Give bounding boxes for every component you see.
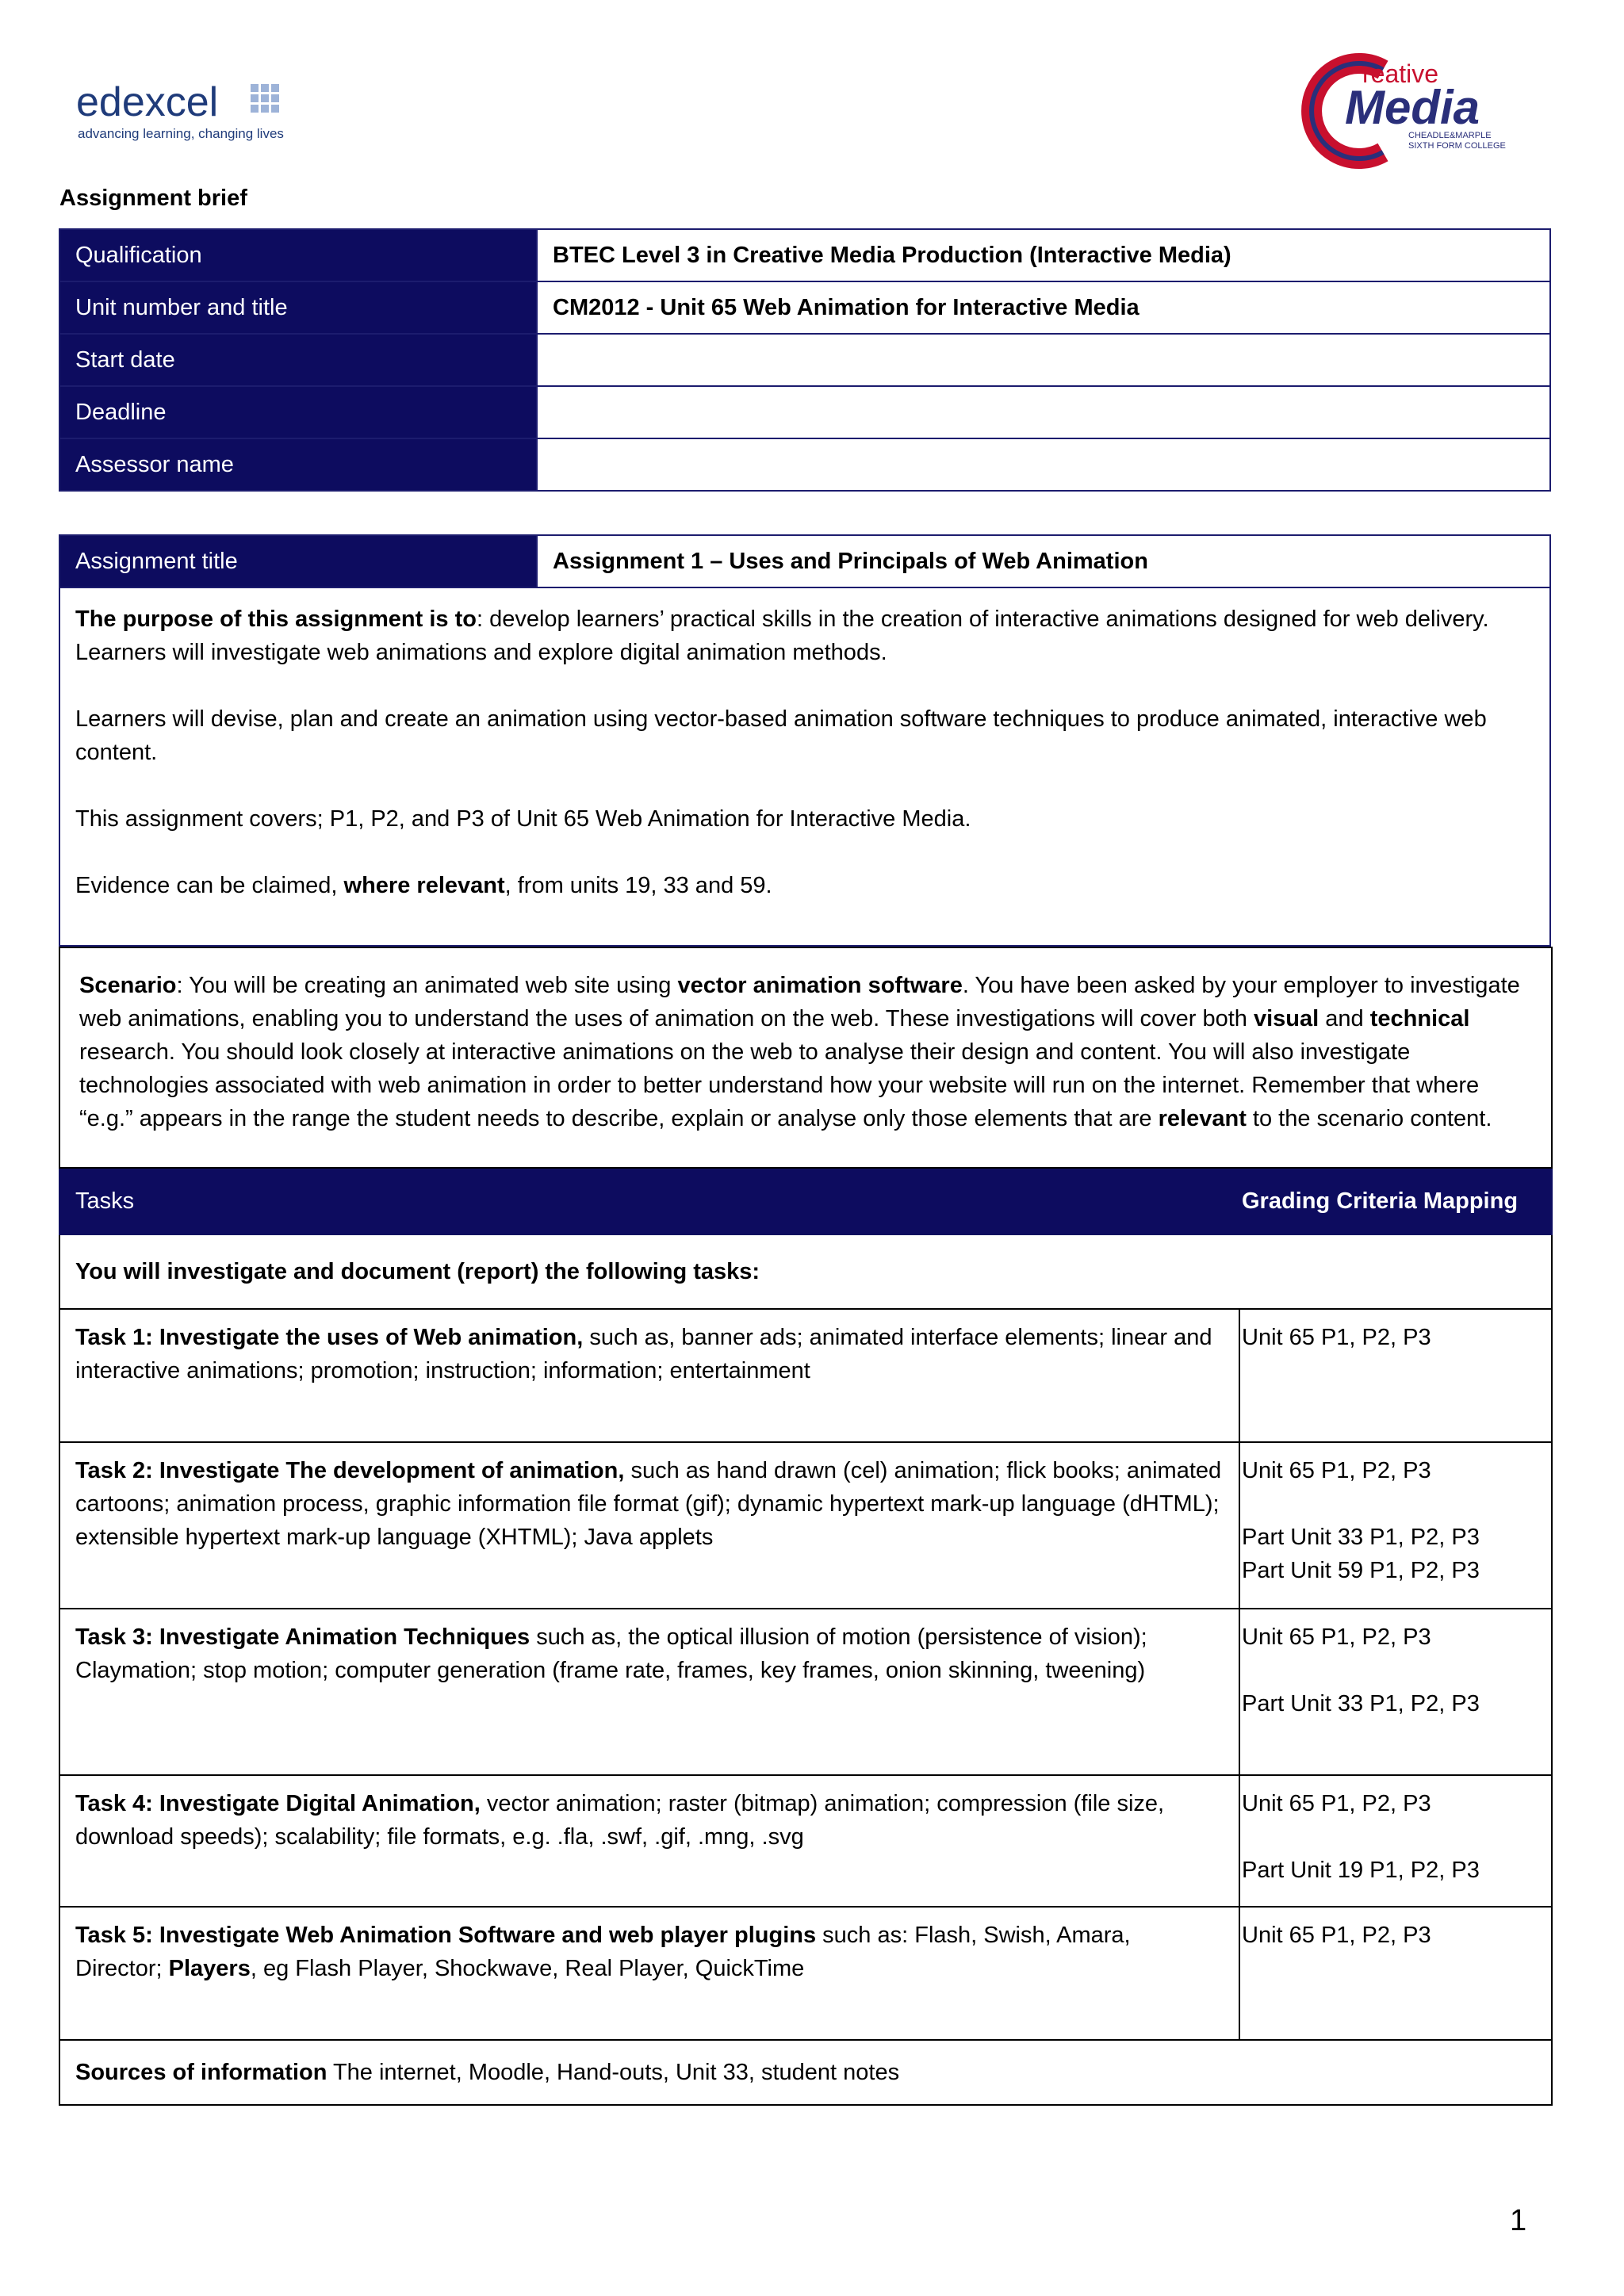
qualification-row [59, 229, 1550, 281]
assessor-label: Assessor name [59, 438, 537, 491]
scenario-cell [59, 947, 1552, 1168]
assignment-table [59, 534, 1551, 947]
purpose-text: : develop learners’ practical skills in the creation of interactive animations designed for web delivery. Learners will investigate web animations and explore digital animation methods. [75, 607, 1489, 665]
tasks-intro: You will investigate and document (report) the following tasks: [59, 1234, 1552, 1309]
unit-label: Unit number and title [59, 281, 537, 334]
task-1-grade-1: Unit 65 P1, P2, P3 [1242, 1325, 1431, 1350]
scenario-row [59, 947, 1552, 1168]
task-5-bold: Players [168, 1956, 251, 1981]
start-date-label: Start date [59, 334, 537, 386]
sources-cell [59, 2040, 1552, 2105]
task-2-grade [1239, 1442, 1552, 1609]
task-4-cell [59, 1775, 1239, 1907]
assignment-title-label: Assignment title [59, 535, 537, 587]
scenario-text-4: research. You should look closely at interactive animations on the web to analyse their design and content. You will also investigate technologies associated with web animation in order to better understand how your website will run on the internet. Remember that where “e.g.” appears in the range the student needs to describe, explain or analyse only those elements that are [79, 1039, 1480, 1131]
assignment-title-value: Assignment 1 – Uses and Principals of Web Animation [537, 535, 1550, 587]
start-date-field[interactable] [537, 334, 1550, 386]
task-1-cell [59, 1309, 1239, 1442]
task-5-grade-1: Unit 65 P1, P2, P3 [1242, 1923, 1431, 1948]
mapping-header: Grading Criteria Mapping [1239, 1168, 1552, 1234]
qualification-label: Qualification [59, 229, 537, 281]
task-2-text: such as hand drawn (cel) animation; flick books; animated cartoons; animation process, graphic information file format (gif); dynamic hypertext mark-up language (dHTML); extensible hypertext mark-up language (XHTML); Java applets [75, 1458, 1222, 1550]
edexcel-tagline: advancing learning, changing lives [78, 126, 284, 141]
unit-row [59, 281, 1550, 334]
purpose-bold: The purpose of this assignment is to [75, 607, 477, 632]
deadline-label: Deadline [59, 386, 537, 438]
deadline-field[interactable] [537, 386, 1550, 438]
deadline-row [59, 386, 1550, 438]
tasks-intro-row [59, 1234, 1552, 1309]
tasks-table [59, 947, 1553, 2106]
edexcel-wordmark: edexcel [76, 79, 219, 125]
task-3-grade-1: Unit 65 P1, P2, P3 [1242, 1624, 1431, 1650]
edexcel-grid-icon [251, 84, 279, 113]
purpose-cell [59, 587, 1550, 946]
assignment-title-row [59, 535, 1550, 587]
task-4-text: vector animation; raster (bitmap) animation; compression (file size, download speeds); scalability; file formats, e.g. .fla, .swf, .gif, .mng, .svg [75, 1791, 1165, 1850]
logo-word-media: Media [1345, 81, 1480, 134]
scenario-text-3: and [1319, 1006, 1370, 1031]
task-2-title: Task 2: Investigate The development of animation, [75, 1458, 625, 1483]
task-3-text: such as, the optical illusion of motion (persistence of vision); Claymation; stop motion; computer generation (frame rate, frames, key frames, onion skinning, tweening) [75, 1624, 1147, 1683]
logo-word-reative: reative [1362, 59, 1439, 88]
start-date-row [59, 334, 1550, 386]
task-4-title: Task 4: Investigate Digital Animation, [75, 1791, 481, 1816]
task-row [59, 1907, 1552, 2040]
creative-media-logo [1289, 55, 1506, 166]
scenario-bold-3: technical [1369, 1006, 1470, 1031]
logo-line2: SIXTH FORM COLLEGE [1408, 141, 1506, 151]
task-5-text-pre: such as: Flash, Swish, Amara, Director; [75, 1923, 1131, 1981]
task-row [59, 1309, 1552, 1442]
details-table [59, 228, 1551, 492]
scenario-bold-4: relevant [1158, 1106, 1247, 1131]
edexcel-logo [75, 76, 289, 147]
scenario-text-5: to the scenario content. [1246, 1106, 1492, 1131]
devise-paragraph: Learners will devise, plan and create an animation using vector-based animation software techniques to produce animated, interactive web content. [75, 706, 1487, 765]
task-1-title: Task 1: Investigate the uses of Web animation, [75, 1325, 584, 1350]
tasks-header: Tasks [59, 1168, 1239, 1234]
scenario-text-2: . You have been asked by your employer to investigate web animations, enabling you to understand the uses of animation on the web. These investigations will cover both [79, 973, 1520, 1031]
sources-row [59, 2040, 1552, 2105]
sources-text: The internet, Moodle, Hand-outs, Unit 33, student notes [327, 2060, 900, 2085]
task-3-cell [59, 1609, 1239, 1775]
task-2-grade-3: Part Unit 59 P1, P2, P3 [1242, 1558, 1480, 1583]
unit-value: CM2012 - Unit 65 Web Animation for Interactive Media [537, 281, 1550, 334]
purpose-paragraph [75, 603, 1534, 669]
evidence-pre: Evidence can be claimed, [75, 873, 344, 898]
evidence-bold: where relevant [343, 873, 505, 898]
task-5-title: Task 5: Investigate Web Animation Software and web player plugins [75, 1923, 817, 1948]
task-row [59, 1442, 1552, 1609]
sources-bold: Sources of information [75, 2060, 327, 2085]
task-row [59, 1775, 1552, 1907]
assessor-field[interactable] [537, 438, 1550, 491]
task-5-text-post: , eg Flash Player, Shockwave, Real Player, QuickTime [250, 1956, 805, 1981]
tasks-header-row [59, 1168, 1552, 1234]
purpose-row [59, 587, 1550, 946]
task-2-grade-1: Unit 65 P1, P2, P3 [1242, 1458, 1431, 1483]
page-number: 1 [1510, 2204, 1527, 2237]
task-4-grade-2: Part Unit 19 P1, P2, P3 [1242, 1858, 1480, 1883]
assignment-brief-heading: Assignment brief [59, 186, 247, 211]
task-5-grade [1239, 1907, 1552, 2040]
scenario-label: Scenario [79, 973, 177, 998]
task-2-cell [59, 1442, 1239, 1609]
evidence-post: , from units 19, 33 and 59. [504, 873, 772, 898]
task-1-text: such as, banner ads; animated interface elements; linear and interactive animations; promotion; instruction; information; entertainment [75, 1325, 1212, 1383]
evidence-paragraph [75, 869, 1534, 902]
task-5-cell [59, 1907, 1239, 2040]
task-3-grade [1239, 1609, 1552, 1775]
task-4-grade [1239, 1775, 1552, 1907]
assessor-row [59, 438, 1550, 491]
scenario-text-1: : You will be creating an animated web site using [176, 973, 678, 998]
task-3-title: Task 3: Investigate Animation Techniques [75, 1624, 530, 1650]
task-3-grade-2: Part Unit 33 P1, P2, P3 [1242, 1691, 1480, 1716]
qualification-value: BTEC Level 3 in Creative Media Production (Interactive Media) [537, 229, 1550, 281]
scenario-bold-2: visual [1253, 1006, 1320, 1031]
task-row [59, 1609, 1552, 1775]
logo-line1: CHEADLE&MARPLE [1408, 131, 1492, 140]
task-4-grade-1: Unit 65 P1, P2, P3 [1242, 1791, 1431, 1816]
covers-paragraph: This assignment covers; P1, P2, and P3 of Unit 65 Web Animation for Interactive Media. [75, 806, 971, 832]
task-2-grade-2: Part Unit 33 P1, P2, P3 [1242, 1525, 1480, 1550]
task-1-grade [1239, 1309, 1552, 1442]
scenario-bold-1: vector animation software [677, 973, 963, 998]
